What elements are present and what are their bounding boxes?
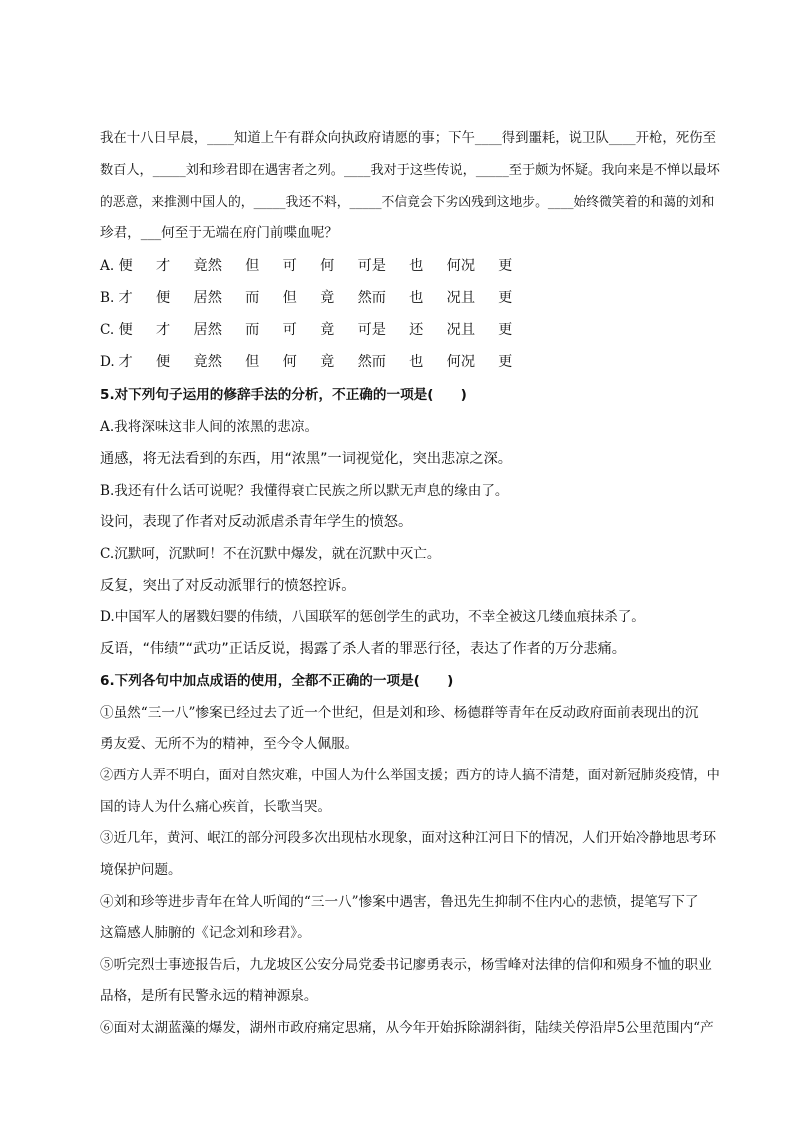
option-word: 便	[156, 290, 171, 306]
option-word: 还	[409, 322, 424, 338]
option-word: 更	[498, 354, 513, 370]
question-6-stem: 6.下列各句中加点成语的使用，全都不正确的一项是( )	[100, 673, 454, 689]
q5-option-a: A.我将深味这非人间的浓黑的悲凉。	[100, 419, 319, 435]
option-word: 何况	[446, 258, 476, 274]
option-word: 竟然	[193, 354, 222, 370]
option-word: 何	[320, 258, 335, 274]
option-word: 况且	[446, 290, 476, 306]
q6-sentence-5: ⑤听完烈士事迹报告后，九龙坡区公安分局党委书记廖勇表示，杨雪峰对法律的信仰和殒身不恤的职业	[100, 957, 712, 973]
q5-option-b-analysis: 设问，表现了作者对反动派虐杀青年学生的愤怒。	[100, 514, 413, 530]
option-word: 但	[282, 290, 297, 306]
option-word: 何	[282, 354, 297, 370]
passage-line-2: 数百人，_____刘和珍君即在遇害者之列。____我对于这些传说，_____至于颇为怀疑。我向来是不惮以最坏	[100, 163, 720, 178]
q6-sentence-6: ⑥面对太湖蓝藻的爆发，湖州市政府痛定思痛，从今年开始拆除湖斜街，陆续关停沿岸5公里范围内“产	[100, 1020, 714, 1036]
option-word: 何况	[446, 354, 476, 370]
option-word: 更	[498, 258, 513, 274]
option-letter: D.	[100, 354, 115, 370]
option-d	[100, 352, 531, 372]
option-word: 也	[409, 258, 424, 274]
q6-sentence-1: ①虽然“三一八”惨案已经过去了近一个世纪，但是刘和珍、杨德群等青年在反动政府面前表现出的沉	[100, 705, 699, 721]
option-c	[100, 320, 531, 340]
option-word: 但	[245, 354, 260, 370]
option-word: 而	[245, 322, 260, 338]
option-word: 才	[156, 322, 171, 338]
q5-option-d-analysis: 反语，“伟绩”“武功”正话反说，揭露了杀人者的罪恶行径，表达了作者的万分悲痛。	[100, 641, 626, 657]
option-word: 竟然	[193, 258, 222, 274]
option-word: 可是	[357, 322, 386, 338]
q5-option-b: B.我还有什么话可说呢？我懂得衰亡民族之所以默无声息的缘由了。	[100, 483, 509, 499]
option-word: 才	[156, 258, 171, 274]
option-word: 便	[118, 258, 133, 274]
option-word: 然而	[357, 354, 386, 370]
option-word: 而	[245, 290, 260, 306]
q6-sentence-5-cont: 品格，是所有民警永远的精神源泉。	[100, 988, 318, 1004]
option-word: 才	[118, 354, 133, 370]
option-word: 竟	[320, 322, 335, 338]
option-word: 居然	[193, 322, 222, 338]
q5-option-c-analysis: 反复，突出了对反动派罪行的愤怒控诉。	[100, 578, 356, 594]
option-a	[100, 256, 531, 276]
option-word: 竟	[320, 290, 335, 306]
option-b	[100, 288, 531, 308]
passage-line-4: 珍君，___何至于无端在府门前喋血呢？	[100, 225, 338, 241]
option-word: 便	[118, 322, 133, 338]
option-word: 竟	[320, 354, 335, 370]
q5-option-a-analysis: 通感，将无法看到的东西，用“浓黑”一词视觉化，突出悲凉之深。	[100, 451, 512, 467]
passage-line-3: 的恶意，来推测中国人的，_____我还不料，_____不信竟会下劣凶残到这地步。____始终微笑着的和蔼的刘和	[100, 195, 715, 210]
option-word: 可是	[357, 258, 386, 274]
option-word: 然而	[357, 290, 386, 306]
option-word: 便	[156, 354, 171, 370]
option-letter: C.	[100, 322, 115, 338]
passage-line-1: 我在十八日早晨，____知道上午有群众向执政府请愿的事；下午____得到噩耗，说卫队____开枪，死伤至	[100, 131, 716, 146]
option-word: 也	[409, 354, 424, 370]
q6-sentence-3-cont: 境保护问题。	[100, 862, 182, 878]
q6-sentence-1-cont: 勇友爱、无所不为的精神，至今令人佩服。	[100, 736, 359, 752]
q5-option-d: D.中国军人的屠戮妇婴的伟绩，八国联军的惩创学生的武功，不幸全被这几缕血痕抹杀了。	[100, 609, 645, 625]
q6-sentence-4: ④刘和珍等进步青年在耸人听闻的“三一八”惨案中遇害，鲁迅先生抑制不住内心的悲愤，提笔写下了	[100, 894, 699, 910]
option-word: 况且	[446, 322, 476, 338]
q5-option-c: C.沉默呵，沉默呵！不在沉默中爆发，就在沉默中灭亡。	[100, 546, 441, 562]
option-word: 也	[409, 290, 424, 306]
option-word: 才	[118, 290, 133, 306]
option-word: 但	[245, 258, 260, 274]
option-letter: A.	[100, 258, 115, 274]
option-word: 可	[282, 258, 297, 274]
q6-sentence-2: ②西方人弄不明白，面对自然灾难，中国人为什么举国支援；西方的诗人搞不清楚，面对新冠肺炎疫情，中	[100, 768, 720, 783]
option-word: 可	[282, 322, 297, 338]
q6-sentence-4-cont: 这篇感人肺腑的《记念刘和珍君》。	[100, 925, 311, 941]
option-word: 居然	[193, 290, 222, 306]
q6-sentence-2-cont: 国的诗人为什么痛心疾首，长歌当哭。	[100, 799, 332, 815]
option-word: 更	[498, 322, 513, 338]
option-letter: B.	[100, 290, 115, 306]
q6-sentence-3: ③近几年，黄河、岷江的部分河段多次出现枯水现象，面对这种江河日下的情况，人们开始冷静地思考环	[100, 831, 716, 846]
question-5-stem: 5.对下列句子运用的修辞手法的分析，不正确的一项是( )	[100, 387, 467, 403]
option-word: 更	[498, 290, 513, 306]
